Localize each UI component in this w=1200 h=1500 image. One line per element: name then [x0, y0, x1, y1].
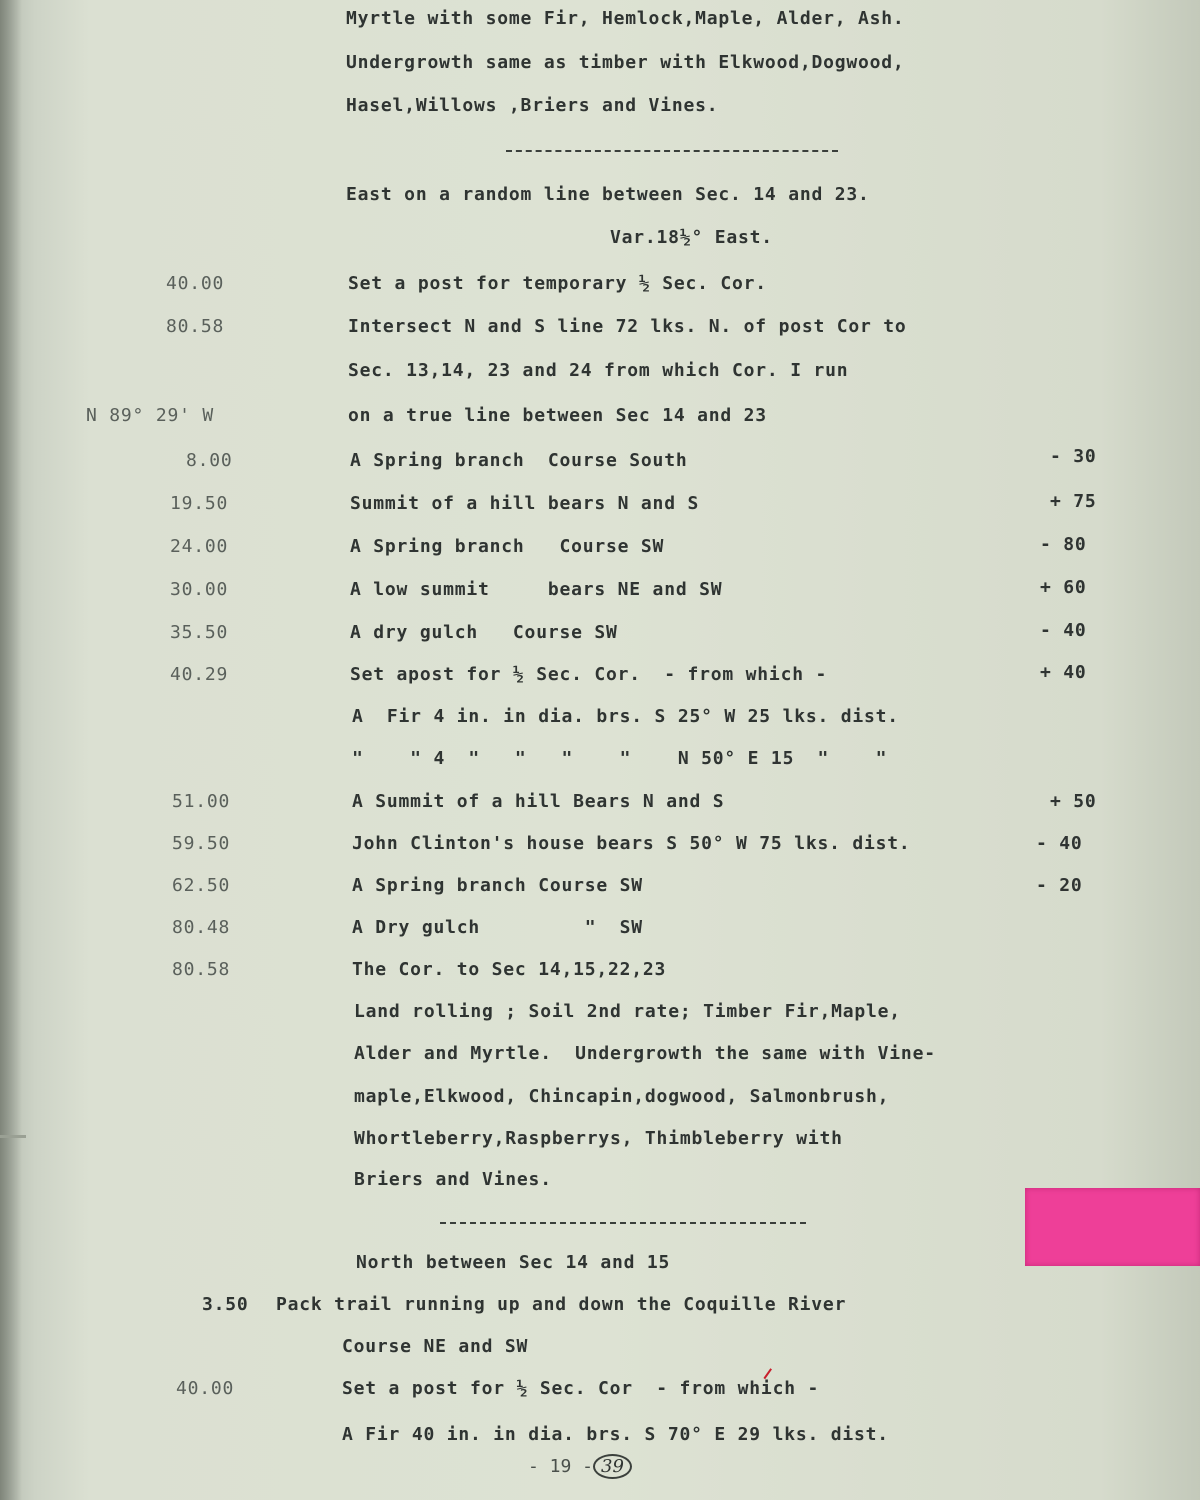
section-divider-1 [506, 150, 838, 152]
entry-text: Course NE and SW [342, 1336, 529, 1357]
entry-text: Summit of a hill bears N and S [350, 493, 700, 514]
elevation-change: - 40 [1040, 620, 1087, 641]
description-line-4: Whortleberry,Raspberrys, Thimbleberry with [354, 1128, 843, 1149]
station-value: 24.00 [170, 536, 229, 557]
entry-text: Set a post for ½ Sec. Cor - from which - [342, 1378, 820, 1399]
entry-text: A Summit of a hill Bears N and S [352, 791, 725, 812]
station-value: 80.48 [172, 917, 231, 938]
station-value: 80.58 [166, 316, 225, 337]
elevation-change: - 80 [1040, 534, 1087, 555]
bearing-value: N 89° 29' W [86, 405, 215, 426]
elevation-change: - 40 [1036, 833, 1083, 854]
elevation-change: + 60 [1040, 577, 1087, 598]
entry-text: A Fir 40 in. in dia. brs. S 70° E 29 lks. dist. [342, 1424, 889, 1445]
station-value: 51.00 [172, 791, 231, 812]
entry-text: John Clinton's house bears S 50° W 75 lks. dist. [352, 833, 911, 854]
typed-page-number: - 19 - [528, 1456, 594, 1477]
pink-sticky-tab [1025, 1188, 1200, 1266]
station-value: 40.29 [170, 664, 229, 685]
entry-text: A Spring branch Course South [350, 450, 688, 471]
entry-text: Intersect N and S line 72 lks. N. of post Cor to [348, 316, 907, 337]
entry-text: A Spring branch Course SW [352, 875, 643, 896]
page-number [528, 1454, 632, 1479]
description-line-3: maple,Elkwood, Chincapin,dogwood, Salmonbrush, [354, 1086, 890, 1107]
description-line-5: Briers and Vines. [354, 1169, 552, 1190]
elevation-change: + 75 [1050, 491, 1097, 512]
description-line-1: Land rolling ; Soil 2nd rate; Timber Fir,Maple, [354, 1001, 901, 1022]
station-value: 3.50 [202, 1294, 249, 1315]
station-value: 59.50 [172, 833, 231, 854]
elevation-change: - 30 [1050, 446, 1097, 467]
section-1-variation: Var.18½° East. [610, 227, 773, 248]
handwritten-page-number: 39 [593, 1454, 632, 1479]
entry-text: Sec. 13,14, 23 and 24 from which Cor. I run [348, 360, 849, 381]
station-value: 80.58 [172, 959, 231, 980]
page-edge-shadow [0, 0, 22, 1500]
section-divider-2 [440, 1222, 806, 1224]
entry-text: A Fir 4 in. in dia. brs. S 25° W 25 lks. dist. [352, 706, 899, 727]
elevation-change: + 50 [1050, 791, 1097, 812]
entry-text: Set a post for temporary ½ Sec. Cor. [348, 273, 767, 294]
entry-text: A dry gulch Course SW [350, 622, 618, 643]
elevation-change: - 20 [1036, 875, 1083, 896]
station-value: 19.50 [170, 493, 229, 514]
station-value: 40.00 [176, 1378, 235, 1399]
station-value: 30.00 [170, 579, 229, 600]
entry-text: Set apost for ½ Sec. Cor. - from which - [350, 664, 828, 685]
entry-text: A Dry gulch " SW [352, 917, 643, 938]
intro-line-1: Myrtle with some Fir, Hemlock,Maple, Alder, Ash. [346, 8, 905, 29]
intro-line-3: Hasel,Willows ,Briers and Vines. [346, 95, 719, 116]
entry-text: Pack trail running up and down the Coquille River [276, 1294, 847, 1315]
section-2-heading: North between Sec 14 and 15 [356, 1252, 671, 1273]
page-stack-edge [0, 1135, 26, 1138]
elevation-change: + 40 [1040, 662, 1087, 683]
entry-text: A Spring branch Course SW [350, 536, 665, 557]
section-1-heading: East on a random line between Sec. 14 and 23. [346, 184, 870, 205]
entry-text: The Cor. to Sec 14,15,22,23 [352, 959, 667, 980]
description-line-2: Alder and Myrtle. Undergrowth the same with Vine- [354, 1043, 936, 1064]
intro-line-2: Undergrowth same as timber with Elkwood,Dogwood, [346, 52, 905, 73]
entry-text: A low summit bears NE and SW [350, 579, 723, 600]
station-value: 40.00 [166, 273, 225, 294]
station-value: 8.00 [186, 450, 233, 471]
entry-text: on a true line between Sec 14 and 23 [348, 405, 767, 426]
entry-text: " " 4 " " " " N 50° E 15 " " [352, 748, 888, 769]
station-value: 35.50 [170, 622, 229, 643]
station-value: 62.50 [172, 875, 231, 896]
